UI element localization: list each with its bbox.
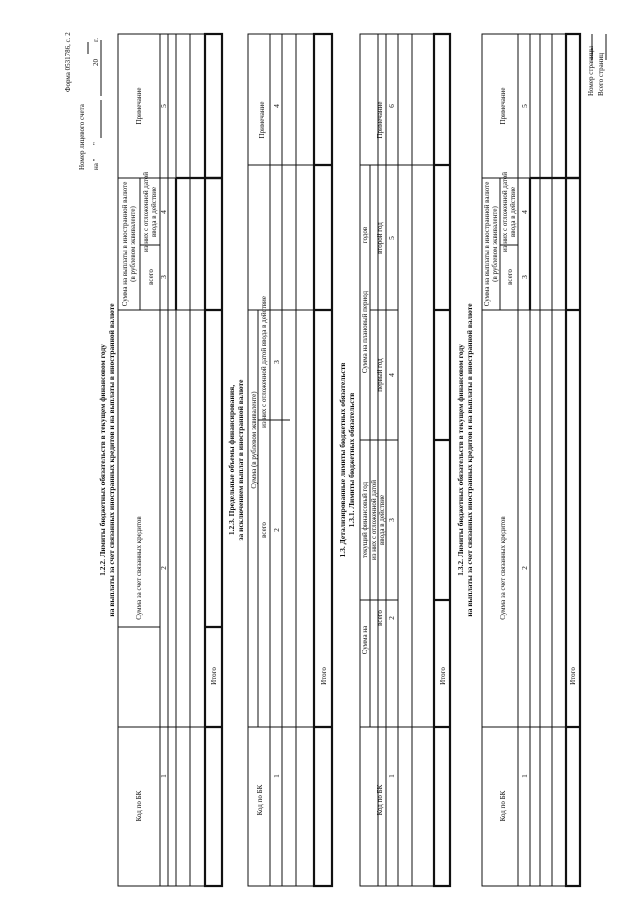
section-1-2-2-title-line1: 1.2.2. Лимиты бюджетных обязательств в текущем финансовом году — [98, 344, 107, 576]
s3-num-5: 5 — [387, 236, 396, 240]
s1-col-code: Код по БК — [135, 790, 143, 822]
s4-num-1: 1 — [520, 774, 529, 778]
form-code: Форма 0531786, с. 2 — [64, 32, 72, 92]
s1-col-total: всего — [147, 269, 155, 285]
s4-col-code: Код по БК — [499, 790, 507, 822]
s3-col-planning-period: Сумма на плановый период — [361, 290, 369, 374]
s2-col-sum-group: Сумма (в рублевом эквиваленте) — [250, 391, 258, 489]
year-unit: г. — [92, 38, 100, 42]
s4-col-currency-group-line2: (в рублевом эквиваленте) — [491, 206, 499, 282]
page-number-label: Номер страницы — [587, 45, 595, 96]
table-1-2-3 — [248, 34, 332, 886]
s3-col-second-year: второй год — [376, 222, 384, 254]
s3-num-6: 6 — [387, 104, 396, 108]
s3-col-sum-on: Сумма на — [361, 625, 369, 655]
s1-col-note: Примечание — [135, 87, 143, 125]
account-number-label: Номер лицевого счета — [78, 104, 86, 170]
s1-col-currency-group-line1: Сумма на выплаты в иностранной валюте — [121, 181, 129, 307]
s3-col-total: всего — [376, 610, 384, 626]
s1-num-3: 3 — [159, 275, 168, 279]
section-1-3-title: 1.3. Детализированные лимиты бюджетных обязательств — [338, 362, 347, 558]
s1-col-deferred-line1: из них с отложенной датой — [142, 171, 150, 253]
table-1-3-2 — [482, 34, 580, 886]
s3-totals-label: Итого — [439, 667, 447, 685]
s2-num-3: 3 — [272, 360, 281, 364]
s4-col-deferred-line1: из них с отложенной датой — [501, 171, 509, 253]
s1-num-1: 1 — [159, 774, 168, 778]
s2-num-1: 1 — [272, 774, 281, 778]
s4-totals-label: Итого — [569, 667, 577, 685]
section-1-3-2-title-line1: 1.3.2. Лимиты бюджетных обязательств в текущем финансовом году — [456, 344, 465, 576]
s1-num-4: 4 — [159, 210, 168, 214]
s1-col-currency-group-line2: (в рублевом эквиваленте) — [129, 206, 137, 282]
s3-num-1: 1 — [387, 774, 396, 778]
s3-col-current-year: текущий финансовый год — [361, 481, 369, 559]
s3-num-3: 3 — [387, 518, 396, 522]
s3-col-deferred-line2: ввода в действие — [378, 494, 386, 546]
s3-col-first-year: первый год — [376, 358, 384, 392]
section-1-2-3-title-line1: 1.2.3. Предельные объемы финансирования, — [227, 384, 236, 536]
s4-num-4: 4 — [520, 210, 529, 214]
s4-num-5: 5 — [520, 104, 529, 108]
year-prefix: 20 — [92, 59, 100, 66]
date-prefix: на " — [92, 158, 100, 170]
s4-col-deferred-line2: ввода в действие — [509, 186, 517, 238]
s1-num-5: 5 — [159, 104, 168, 108]
s1-col-related-credits: Сумма за счет связанных кредитов — [135, 516, 143, 620]
s1-col-deferred-line2: ввода в действие — [150, 186, 158, 238]
s3-num-2: 2 — [387, 616, 396, 620]
total-pages-label: Всего страниц — [597, 52, 605, 96]
section-1-3-2-title-line2: на выплаты за счет связанных иностранных кредитов и на выплаты в иностранной валюте — [465, 303, 474, 617]
s4-col-total: всего — [506, 269, 514, 285]
section-1-2-3-title-line2: за исключением выплат в иностранной валюте — [236, 379, 245, 541]
s4-col-related-credits: Сумма за счет связанных кредитов — [499, 516, 507, 620]
s4-num-2: 2 — [520, 566, 529, 570]
s4-col-note: Примечание — [499, 87, 507, 125]
s1-totals-label: Итого — [210, 667, 218, 685]
s2-num-2: 2 — [272, 528, 281, 532]
s4-col-currency-group-line1: Сумма на выплаты в иностранной валюте — [483, 181, 491, 307]
section-1-3-1-title: 1.3.1. Лимиты бюджетных обязательств — [347, 392, 356, 528]
s2-col-deferred: из них с отложенной датой ввода в действие — [260, 296, 268, 428]
s2-col-code: Код по БК — [256, 784, 264, 816]
date-mid: " — [92, 142, 100, 145]
s2-num-4: 4 — [272, 104, 281, 108]
section-1-2-2-title-line2: на выплаты за счет связанных иностранных кредитов и на выплаты в иностранной валюте — [107, 303, 116, 617]
table-1-2-2 — [118, 34, 222, 886]
s4-num-3: 3 — [520, 275, 529, 279]
table-1-3-1 — [360, 34, 450, 886]
s2-col-note: Примечание — [258, 101, 266, 139]
s3-num-4: 4 — [387, 373, 396, 377]
s3-col-code: Код по БК — [376, 784, 384, 816]
s2-totals-label: Итого — [320, 667, 328, 685]
s3-col-years: годов — [361, 226, 369, 244]
s3-col-note: Примечание — [376, 101, 384, 139]
s3-col-deferred-line1: из них с отложенной датой — [370, 479, 378, 561]
s2-col-total: всего — [260, 522, 268, 538]
s1-num-2: 2 — [159, 566, 168, 570]
